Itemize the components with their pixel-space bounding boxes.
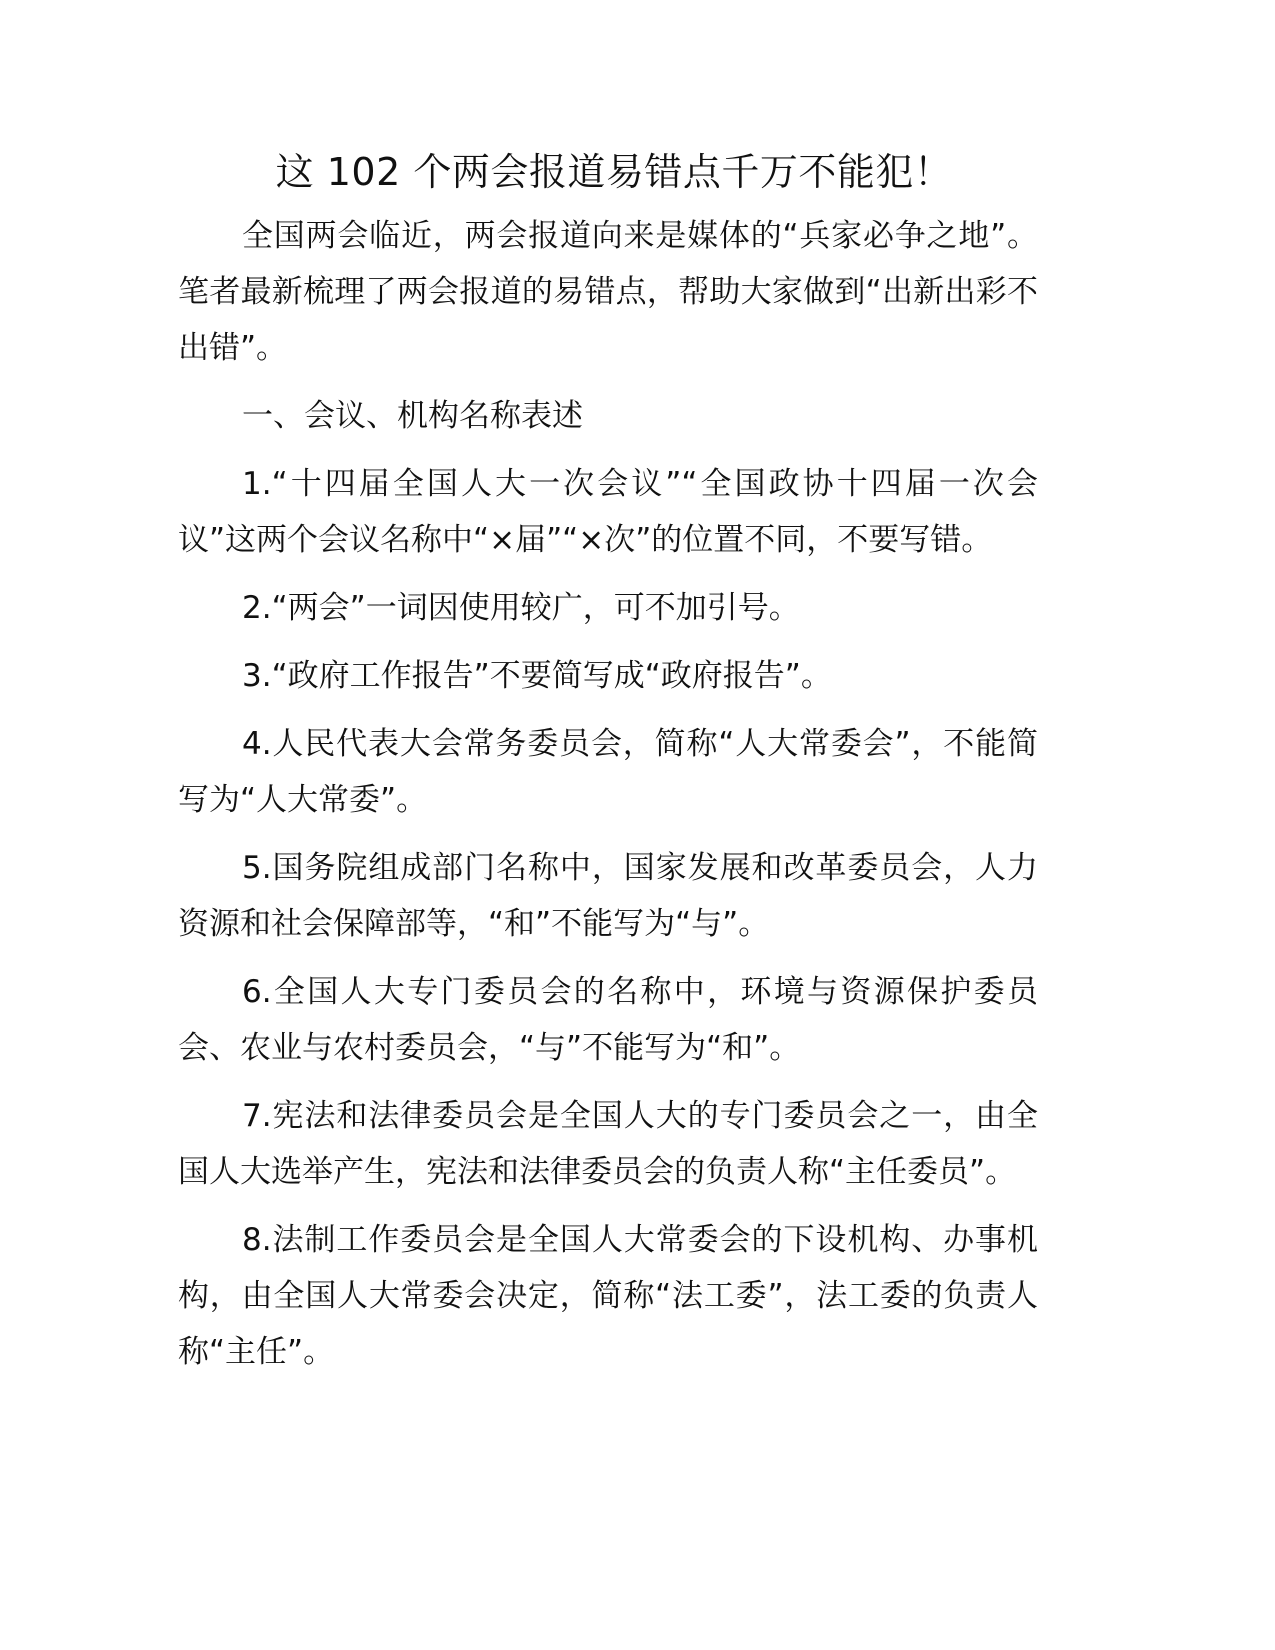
list-item: 2.“两会”一词因使用较广，可不加引号。 bbox=[242, 590, 800, 626]
list-item: 1.“十四届全国人大一次会议”“全国政协十四届一次会议”这两个会议名称中“×届”“×次”的位置不同，不要写错。 bbox=[178, 466, 1038, 558]
list-item: 6.全国人大专门委员会的名称中，环境与资源保护委员会、农业与农村委员会，“与”不能写为“和”。 bbox=[178, 974, 1038, 1066]
list-item: 3.“政府工作报告”不要简写成“政府报告”。 bbox=[242, 658, 832, 694]
section-heading: 一、会议、机构名称表述 bbox=[242, 398, 583, 434]
list-item: 5.国务院组成部门名称中，国家发展和改革委员会，人力资源和社会保障部等，“和”不能写为“与”。 bbox=[178, 850, 1038, 942]
list-item: 7.宪法和法律委员会是全国人大的专门委员会之一，由全国人大选举产生，宪法和法律委员会的负责人称“主任委员”。 bbox=[178, 1098, 1038, 1190]
list-item: 4.人民代表大会常务委员会，简称“人大常委会”，不能简写为“人大常委”。 bbox=[178, 726, 1038, 818]
list-item: 8.法制工作委员会是全国人大常委会的下设机构、办事机构，由全国人大常委会决定，简称“法工委”，法工委的负责人称“主任”。 bbox=[178, 1222, 1038, 1370]
document-title: 这 102 个两会报道易错点千万不能犯！ bbox=[275, 150, 953, 194]
intro-paragraph: 全国两会临近，两会报道向来是媒体的“兵家必争之地”。笔者最新梳理了两会报道的易错点，帮助大家做到“出新出彩不出错”。 bbox=[178, 218, 1038, 366]
document-page bbox=[178, 140, 1038, 1392]
